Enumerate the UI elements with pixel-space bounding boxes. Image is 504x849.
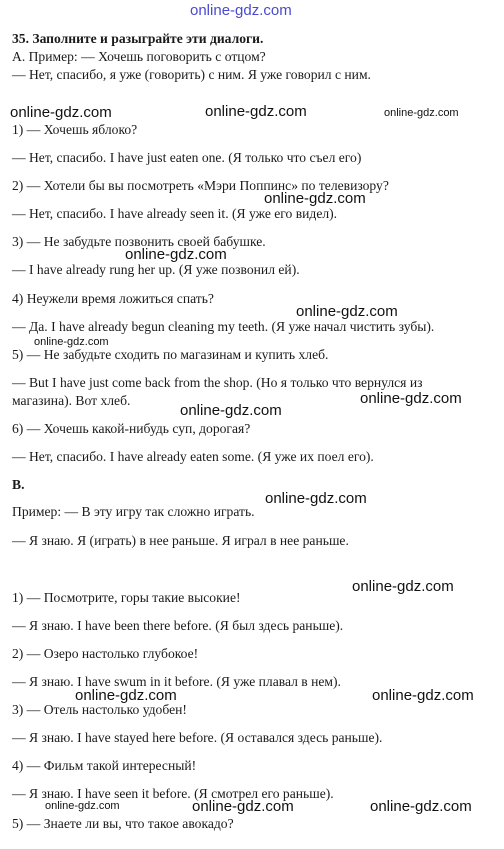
text-line: — Нет, спасибо, я уже (говорить) с ним. Я уже говорил с ним. <box>12 67 371 82</box>
watermark: online-gdz.com <box>360 390 462 407</box>
text-line: Пример: — В эту игру так сложно играть. <box>12 504 255 519</box>
watermark: online-gdz.com <box>205 103 307 120</box>
text-line: — Нет, спасибо. I have just eaten one. (Я только что съел его) <box>12 150 362 165</box>
text-line: 5) — Не забудьте сходить по магазинам и купить хлеб. <box>12 347 329 362</box>
text-line: — Я знаю. I have been there before. (Я был здесь раньше). <box>12 618 344 633</box>
text-line: — Я знаю. I have stayed here before. (Я оставался здесь раньше). <box>12 730 383 745</box>
watermark: online-gdz.com <box>75 687 177 704</box>
text-line: А. Пример: — Хочешь поговорить с отцом? <box>12 49 266 64</box>
text-line: 2) — Озеро настолько глубокое! <box>12 646 199 661</box>
text-line: — But I have just come back from the shop. (Но я только что вернулся из <box>12 375 423 390</box>
text-line: магазина). Вот хлеб. <box>12 393 131 408</box>
text-line: — I have already rung her up. (Я уже позвонил ей). <box>12 262 300 277</box>
watermark: online-gdz.com <box>192 798 294 815</box>
text-line: — Да. I have already begun cleaning my teeth. (Я уже начал чистить зубы). <box>12 319 435 334</box>
watermark: online-gdz.com <box>265 490 367 507</box>
watermark: online-gdz.com <box>372 687 474 704</box>
watermark: online-gdz.com <box>45 800 120 812</box>
watermark: online-gdz.com <box>296 303 398 320</box>
text-line: — Я знаю. I have swum in it before. (Я уже плавал в нем). <box>12 674 341 689</box>
section-heading: B. <box>12 477 25 492</box>
watermark-top: online-gdz.com <box>190 2 292 19</box>
watermark: online-gdz.com <box>370 798 472 815</box>
text-line: 4) — Фильм такой интересный! <box>12 758 197 773</box>
text-line: — Я знаю. I have seen it before. (Я смотрел его раньше). <box>12 786 334 801</box>
watermark: online-gdz.com <box>125 246 227 263</box>
text-line: 3) — Отель настолько удобен! <box>12 702 187 717</box>
watermark: online-gdz.com <box>180 402 282 419</box>
text-line: 1) — Посмотрите, горы такие высокие! <box>12 590 241 605</box>
watermark: online-gdz.com <box>352 578 454 595</box>
text-line: — Я знаю. Я (играть) в нее раньше. Я играл в нее раньше. <box>12 533 349 548</box>
text-line: — Нет, спасибо. I have already eaten some. (Я уже их поел его). <box>12 449 374 464</box>
watermark: online-gdz.com <box>10 104 112 121</box>
text-line: — Нет, спасибо. I have already seen it. (Я уже его видел). <box>12 206 338 221</box>
watermark: online-gdz.com <box>34 336 109 348</box>
text-line: 6) — Хочешь какой-нибудь суп, дорогая? <box>12 421 251 436</box>
watermark: online-gdz.com <box>384 107 459 119</box>
text-line: 3) — Не забудьте позвонить своей бабушке. <box>12 234 266 249</box>
watermark: online-gdz.com <box>264 190 366 207</box>
text-line: 1) — Хочешь яблоко? <box>12 122 138 137</box>
exercise-title: 35. Заполните и разыграйте эти диалоги. <box>12 31 264 46</box>
text-line: 2) — Хотели бы вы посмотреть «Мэри Поппинс» по телевизору? <box>12 178 389 193</box>
text-line: 5) — Знаете ли вы, что такое авокадо? <box>12 816 234 831</box>
text-line: 4) Неужели время ложиться спать? <box>12 291 214 306</box>
